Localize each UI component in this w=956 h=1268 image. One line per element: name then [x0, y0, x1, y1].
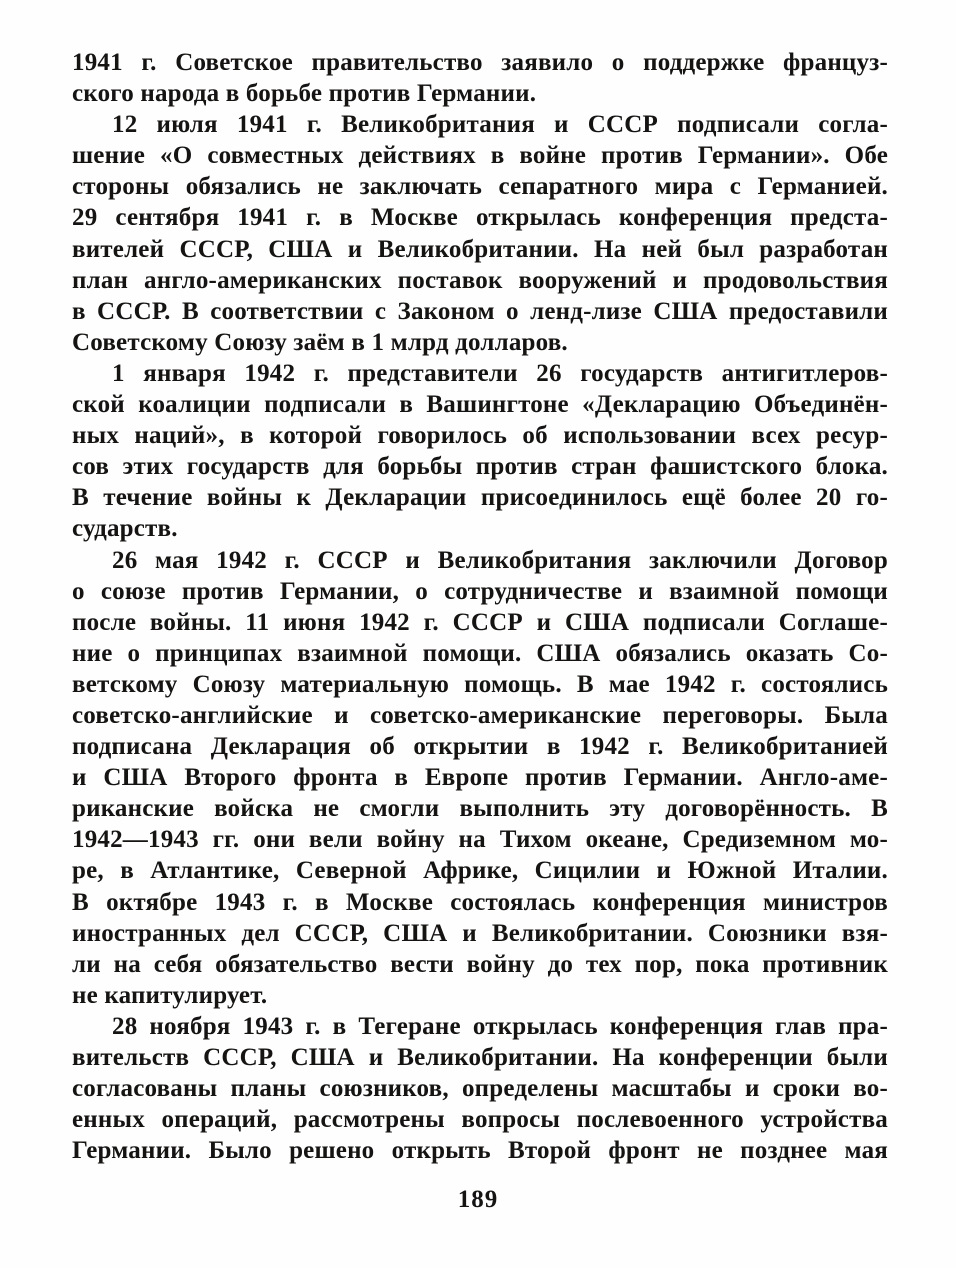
text-line: согласованы планы союзников, определены масштабы и сроки во-: [72, 1075, 888, 1103]
text-line: иностранных дел СССР, США и Великобритании. Союзники взя-: [72, 919, 888, 947]
text-line: 12 июля 1941 г. Великобритания и СССР подписали согла-: [112, 111, 888, 139]
text-line: ние о принципах взаимной помощи. США обязались оказать Со-: [72, 639, 888, 667]
text-line: сов этих государств для борьбы против стран фашистского блока.: [72, 453, 888, 481]
text-line: ветскому Союзу материальную помощь. В мае 1942 г. состоялись: [72, 670, 888, 698]
text-line: 29 сентября 1941 г. в Москве открылась конференция предста-: [72, 204, 888, 232]
text-line: 26 мая 1942 г. СССР и Великобритания заключили Договор: [112, 546, 888, 574]
text-line: 1942—1943 гг. они вели войну на Тихом океане, Средиземном мо-: [72, 826, 888, 854]
text-line: сударств.: [72, 515, 178, 543]
text-line: не капитулирует.: [72, 981, 268, 1009]
text-line: Германии. Было решено открыть Второй фронт не позднее мая: [72, 1137, 888, 1165]
text-line: В течение войны к Декларации присоединилось ещё более 20 го-: [72, 484, 888, 512]
text-line: вителей СССР, США и Великобритании. На ней был разработан: [72, 235, 888, 263]
text-line: ского народа в борьбе против Германии.: [72, 80, 537, 108]
page-number: 189: [457, 1186, 499, 1213]
text-line: в СССР. В соответствии с Законом о ленд-лизе США предоставили: [72, 297, 888, 325]
text-line: шение «О совместных действиях в войне против Германии». Обе: [72, 142, 888, 170]
text-line: ли на себя обязательство вести войну до тех пор, пока противник: [72, 950, 888, 978]
text-line: В октябре 1943 г. в Москве состоялась конференция министров: [72, 888, 888, 916]
text-line: 28 ноября 1943 г. в Тегеране открылась конференция глав пра-: [112, 1012, 888, 1040]
text-line: подписана Декларация об открытии в 1942 г. Великобританией: [72, 733, 888, 761]
text-line: ных наций», в которой говорилось об использовании всех ресур-: [72, 422, 888, 450]
page-text: [72, 47, 888, 1166]
text-line: Советскому Союзу заём в 1 млрд долларов.: [72, 328, 568, 356]
text-line: о союзе против Германии, о сотрудничестве и взаимной помощи: [72, 577, 888, 605]
text-line: после войны. 11 июня 1942 г. СССР и США подписали Соглаше-: [72, 608, 888, 636]
text-line: енных операций, рассмотрены вопросы послевоенного устройства: [72, 1106, 888, 1134]
text-line: риканские войска не смогли выполнить эту договорённость. В: [72, 795, 888, 823]
text-line: план англо-американских поставок вооружений и продовольствия: [72, 266, 888, 294]
text-line: ской коалиции подписали в Вашингтоне «Декларацию Объединён-: [72, 391, 888, 419]
text-line: стороны обязались не заключать сепаратного мира с Германией.: [72, 173, 888, 201]
text-line: и США Второго фронта в Европе против Германии. Англо-аме-: [72, 764, 888, 792]
text-line: 1 января 1942 г. представители 26 государств антигитлеров-: [112, 359, 888, 387]
text-line: вительств СССР, США и Великобритании. На конференции были: [72, 1044, 888, 1071]
text-line: советско-английские и советско-американские переговоры. Была: [72, 701, 888, 729]
text-line: ре, в Атлантике, Северной Африке, Сицилии и Южной Италии.: [72, 857, 888, 885]
text-line: 1941 г. Советское правительство заявило о поддержке француз-: [72, 49, 888, 76]
